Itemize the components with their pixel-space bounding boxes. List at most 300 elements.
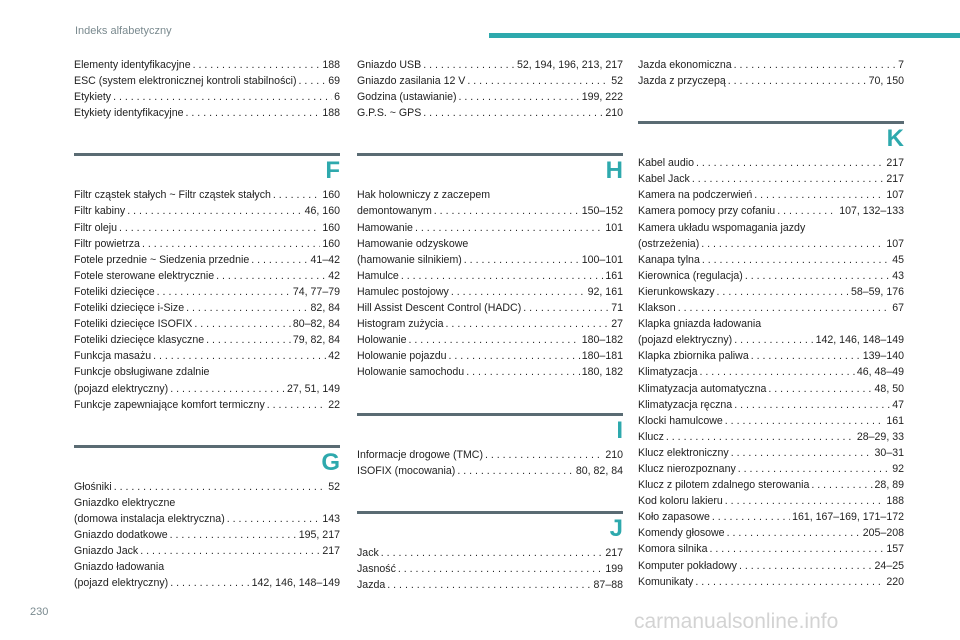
section-header xyxy=(357,143,623,185)
entry-term: Komendy głosowe xyxy=(638,527,725,540)
index-entry xyxy=(74,284,340,300)
entry-pages: 188 xyxy=(886,495,904,508)
index-entry xyxy=(638,284,904,300)
entry-pages: 71 xyxy=(611,302,623,315)
dot-leader xyxy=(523,300,609,316)
entry-term: Jazda z przyczepą xyxy=(638,75,726,88)
dot-leader xyxy=(251,252,308,268)
dot-leader xyxy=(725,413,885,429)
entry-pages: 142, 146, 148–149 xyxy=(815,334,904,347)
index-entry xyxy=(357,284,623,300)
dot-leader xyxy=(467,73,609,89)
dot-leader xyxy=(811,477,872,493)
entry-term: Filtr oleju xyxy=(74,221,117,234)
dot-leader xyxy=(119,220,320,236)
entry-term: Foteliki dziecięce i-Size xyxy=(74,302,185,315)
entry-pages: 188 xyxy=(322,59,340,71)
dot-leader xyxy=(387,577,591,593)
dot-leader xyxy=(170,527,297,543)
entry-term: Filtr kabiny xyxy=(74,205,126,218)
dot-leader xyxy=(738,461,890,477)
index-entry xyxy=(74,397,340,413)
dot-leader xyxy=(170,575,249,591)
index-entry xyxy=(357,332,623,348)
entry-term: Koło zapasowe xyxy=(638,511,710,524)
index-entry xyxy=(638,364,904,380)
entry-term: (domowa instalacja elektryczna) xyxy=(74,512,225,525)
index-entry xyxy=(357,73,623,89)
entry-term: Klapka gniazda ładowania xyxy=(638,318,762,331)
entry-term: Klakson xyxy=(638,302,676,315)
entry-pages: 74, 77–79 xyxy=(292,285,340,298)
dot-leader xyxy=(701,236,884,252)
watermark: carmanualsonline.info xyxy=(634,610,839,633)
entry-pages: 217 xyxy=(886,157,904,170)
entry-pages: 79, 82, 84 xyxy=(292,334,340,347)
index-entry xyxy=(638,493,904,509)
dot-leader xyxy=(696,155,884,171)
index-entry xyxy=(638,558,904,574)
dot-leader xyxy=(745,268,890,284)
entry-pages: 161, 167–169, 171–172 xyxy=(792,511,904,524)
section-letter: I xyxy=(616,416,623,444)
entry-term: Hamulec postojowy xyxy=(357,285,449,298)
entry-term: Klimatyzacja ręczna xyxy=(638,398,733,411)
dot-leader xyxy=(692,171,884,187)
dot-leader xyxy=(423,105,603,121)
dot-leader xyxy=(401,268,604,284)
dot-leader xyxy=(127,203,302,219)
index-entry xyxy=(357,316,623,332)
page-header-title: Indeks alfabetyczny xyxy=(75,25,172,37)
entry-term: Funkcje obsługiwane zdalnie xyxy=(74,366,210,379)
entry-pages: 139–140 xyxy=(862,350,904,363)
index-section xyxy=(74,143,340,412)
section-letter: K xyxy=(886,125,904,153)
dot-leader xyxy=(273,187,320,203)
entry-pages: 80–82, 84 xyxy=(292,318,340,331)
entry-term: Klucz nierozpoznany xyxy=(638,462,736,475)
dot-leader xyxy=(227,511,321,527)
entry-pages: 199, 222 xyxy=(581,91,623,104)
index-entry xyxy=(357,220,623,236)
entry-term: Kamera pomocy przy cofaniu xyxy=(638,205,776,218)
index-entry xyxy=(357,187,623,203)
section-divider xyxy=(638,121,904,124)
dot-leader xyxy=(699,364,854,380)
entry-term: Gniazdo dodatkowe xyxy=(74,528,168,541)
entry-term: (ostrzeżenia) xyxy=(638,237,700,250)
header-accent-bar xyxy=(489,33,960,38)
entry-pages: 180–181 xyxy=(581,350,623,363)
section-divider xyxy=(357,511,623,514)
index-section xyxy=(638,57,904,89)
entry-term: (pojazd elektryczny) xyxy=(74,577,169,590)
dot-leader xyxy=(459,89,580,105)
index-entry xyxy=(638,73,904,89)
index-entry xyxy=(74,332,340,348)
index-entry xyxy=(74,203,340,219)
dot-leader xyxy=(731,445,873,461)
entry-pages: 69 xyxy=(328,75,340,88)
entry-term: Komputer pokładowy xyxy=(638,559,737,572)
entry-term: Kamera na podczerwień xyxy=(638,189,753,202)
entry-term: Klimatyzacja automatyczna xyxy=(638,382,767,395)
entry-pages: 52 xyxy=(328,480,340,493)
entry-pages: 52 xyxy=(611,75,623,88)
index-entry xyxy=(638,574,904,590)
index-entry xyxy=(638,397,904,413)
entry-pages: 6 xyxy=(334,91,340,104)
entry-term: Etykiety xyxy=(74,91,112,104)
dot-leader xyxy=(728,73,867,89)
entry-term: Kierunkowskazy xyxy=(638,285,715,298)
dot-leader xyxy=(739,558,873,574)
index-section xyxy=(357,501,623,593)
entry-pages: 87–88 xyxy=(593,578,623,591)
entry-term: Kierownica (regulacja) xyxy=(638,269,743,282)
entry-term: Kod koloru lakieru xyxy=(638,495,723,508)
dot-leader xyxy=(702,252,890,268)
entry-term: Funkcje zapewniające komfort termiczny xyxy=(74,398,265,411)
index-entry xyxy=(638,252,904,268)
page-number: 230 xyxy=(30,606,49,618)
index-entry xyxy=(638,445,904,461)
index-entry xyxy=(638,332,904,348)
index-entry xyxy=(74,73,340,89)
section-header xyxy=(74,435,340,476)
entry-term: ESC (system elektronicznej kontroli stabilności) xyxy=(74,75,297,88)
index-entry xyxy=(357,252,623,268)
entry-term: Klapka zbiornika paliwa xyxy=(638,350,749,363)
index-entry xyxy=(357,577,623,593)
dot-leader xyxy=(712,509,790,525)
entry-term: Etykiety identyfikacyjne xyxy=(74,107,184,120)
index-entry xyxy=(638,525,904,541)
section-divider xyxy=(74,153,340,156)
entry-pages: 217 xyxy=(886,173,904,186)
entry-term: ISOFIX (mocowania) xyxy=(357,464,456,477)
dot-leader xyxy=(695,574,884,590)
entry-term: Hak holowniczy z zaczepem xyxy=(357,189,491,202)
index-entry xyxy=(74,57,340,73)
entry-pages: 101 xyxy=(605,221,623,234)
section-header xyxy=(638,111,904,153)
entry-term: Hill Assist Descent Control (HADC) xyxy=(357,302,522,315)
entry-term: Elementy identyfikacyjne xyxy=(74,59,191,71)
entry-pages: 42 xyxy=(328,350,340,363)
section-letter: F xyxy=(325,157,340,185)
index-entry xyxy=(357,463,623,479)
entry-pages: 157 xyxy=(886,543,904,556)
entry-pages: 210 xyxy=(605,107,623,120)
entry-pages: 195, 217 xyxy=(298,528,340,541)
dot-leader xyxy=(114,479,327,495)
index-entry xyxy=(357,300,623,316)
entry-pages: 28–29, 33 xyxy=(856,430,904,443)
index-section xyxy=(357,57,623,121)
entry-term: Fotele sterowane elektrycznie xyxy=(74,269,215,282)
dot-leader xyxy=(434,203,580,219)
entry-pages: 188 xyxy=(322,107,340,120)
index-entry xyxy=(74,348,340,364)
index-entry xyxy=(74,220,340,236)
entry-term: Gniazdo ładowania xyxy=(74,561,165,574)
section-divider xyxy=(357,413,623,416)
entry-term: Gniazdo USB xyxy=(357,59,422,71)
index-entry xyxy=(638,171,904,187)
dot-leader xyxy=(216,268,326,284)
entry-term: Fotele przednie ~ Siedzenia przednie xyxy=(74,253,250,266)
index-entry xyxy=(638,477,904,493)
entry-pages: 199 xyxy=(605,562,623,575)
entry-term: Jazda ekonomiczna xyxy=(638,59,732,71)
entry-term: Klucz xyxy=(638,430,664,443)
entry-term: Foteliki dziecięce xyxy=(74,285,155,298)
index-entry xyxy=(638,316,904,332)
index-entry xyxy=(357,89,623,105)
index-entry xyxy=(74,479,340,495)
entry-pages: 58–59, 176 xyxy=(850,285,904,298)
entry-term: Kamera układu wspomagania jazdy xyxy=(638,221,806,234)
index-entry xyxy=(74,511,340,527)
index-entry xyxy=(357,236,623,252)
entry-term: Hamulce xyxy=(357,269,399,282)
entry-pages: 180, 182 xyxy=(581,366,623,379)
entry-term: Foteliki dziecięce klasyczne xyxy=(74,334,205,347)
dot-leader xyxy=(415,220,603,236)
dot-leader xyxy=(170,381,285,397)
entry-term: Gniazdo zasilania 12 V xyxy=(357,75,466,88)
entry-pages: 45 xyxy=(892,253,904,266)
dot-leader xyxy=(381,545,604,561)
index-entry xyxy=(638,187,904,203)
entry-term: Gniazdko elektryczne xyxy=(74,496,176,509)
index-entry xyxy=(74,187,340,203)
index-entry xyxy=(74,236,340,252)
index-entry xyxy=(357,268,623,284)
entry-term: (pojazd elektryczny) xyxy=(638,334,733,347)
section-letter: G xyxy=(321,448,340,476)
index-entry xyxy=(357,57,623,73)
entry-term: Filtr powietrza xyxy=(74,237,140,250)
dot-leader xyxy=(193,57,321,73)
dot-leader xyxy=(157,284,291,300)
dot-leader xyxy=(446,316,610,332)
dot-leader xyxy=(457,463,574,479)
index-entry xyxy=(74,316,340,332)
entry-pages: 27, 51, 149 xyxy=(286,382,340,395)
entry-term: Godzina (ustawianie) xyxy=(357,91,457,104)
dot-leader xyxy=(449,348,580,364)
entry-term: Klimatyzacja xyxy=(638,366,698,379)
index-column-3 xyxy=(638,57,904,612)
index-entry xyxy=(357,561,623,577)
entry-pages: 27 xyxy=(611,318,623,331)
entry-pages: 92, 161 xyxy=(587,285,623,298)
entry-term: (pojazd elektryczny) xyxy=(74,382,169,395)
entry-pages: 70, 150 xyxy=(868,75,904,88)
index-entry xyxy=(74,89,340,105)
entry-term: Funkcja masażu xyxy=(74,350,152,363)
dot-leader xyxy=(153,348,326,364)
entry-pages: 80, 82, 84 xyxy=(575,464,623,477)
index-entry xyxy=(357,545,623,561)
section-header xyxy=(357,501,623,542)
dot-leader xyxy=(206,332,291,348)
entry-term: Filtr cząstek stałych ~ Filtr cząstek stałych xyxy=(74,189,271,202)
entry-term: Hamowanie odzyskowe xyxy=(357,237,469,250)
dot-leader xyxy=(186,300,308,316)
index-entry xyxy=(638,268,904,284)
entry-pages: 150–152 xyxy=(581,205,623,218)
entry-pages: 52, 194, 196, 213, 217 xyxy=(516,59,623,71)
dot-leader xyxy=(734,397,890,413)
entry-pages: 160 xyxy=(322,189,340,202)
entry-pages: 24–25 xyxy=(874,559,904,572)
index-section xyxy=(74,435,340,592)
section-divider xyxy=(74,445,340,448)
index-entry xyxy=(638,155,904,171)
entry-pages: 161 xyxy=(886,414,904,427)
dot-leader xyxy=(186,105,321,121)
entry-term: Klucz z pilotem zdalnego sterowania xyxy=(638,479,810,492)
entry-term: Histogram zużycia xyxy=(357,318,444,331)
index-entry xyxy=(357,203,623,219)
entry-pages: 142, 146, 148–149 xyxy=(251,577,340,590)
entry-term: Holowanie pojazdu xyxy=(357,350,447,363)
entry-pages: 30–31 xyxy=(874,446,904,459)
entry-pages: 180–182 xyxy=(581,334,623,347)
index-entry xyxy=(74,268,340,284)
index-entry xyxy=(74,364,340,380)
index-section xyxy=(357,403,623,479)
index-entry xyxy=(74,381,340,397)
entry-pages: 43 xyxy=(892,269,904,282)
entry-pages: 7 xyxy=(898,59,904,71)
index-column-2 xyxy=(357,57,623,615)
dot-leader xyxy=(678,300,891,316)
entry-pages: 160 xyxy=(322,237,340,250)
index-entry xyxy=(638,348,904,364)
entry-pages: 217 xyxy=(322,545,340,558)
index-entry xyxy=(357,447,623,463)
index-section xyxy=(74,57,340,121)
index-entry xyxy=(638,429,904,445)
entry-term: Jazda xyxy=(357,578,386,591)
index-entry xyxy=(638,220,904,236)
entry-pages: 28, 89 xyxy=(874,479,904,492)
entry-term: Informacje drogowe (TMC) xyxy=(357,448,483,461)
entry-pages: 161 xyxy=(605,269,623,282)
entry-term: Kabel audio xyxy=(638,157,694,170)
index-column-1 xyxy=(74,57,340,613)
index-entry xyxy=(638,236,904,252)
dot-leader xyxy=(754,187,884,203)
entry-pages: 48, 50 xyxy=(874,382,904,395)
index-entry xyxy=(638,413,904,429)
index-entry xyxy=(638,300,904,316)
index-entry xyxy=(357,348,623,364)
dot-leader xyxy=(140,543,320,559)
section-header xyxy=(74,143,340,185)
entry-term: Kanapa tylna xyxy=(638,253,700,266)
index-entry xyxy=(638,509,904,525)
index-entry xyxy=(357,364,623,380)
dot-leader xyxy=(113,89,332,105)
entry-term: Jasność xyxy=(357,562,396,575)
entry-pages: 210 xyxy=(605,448,623,461)
dot-leader xyxy=(777,203,837,219)
dot-leader xyxy=(666,429,855,445)
entry-pages: 46, 48–49 xyxy=(856,366,904,379)
entry-pages: 82, 84 xyxy=(310,302,340,315)
index-entry xyxy=(74,559,340,575)
entry-pages: 67 xyxy=(892,302,904,315)
entry-term: Głośniki xyxy=(74,480,112,493)
index-entry xyxy=(638,541,904,557)
section-divider xyxy=(357,153,623,156)
dot-leader xyxy=(423,57,515,73)
entry-pages: 47 xyxy=(892,398,904,411)
entry-term: Foteliki dziecięce ISOFIX xyxy=(74,318,193,331)
entry-term: Kabel Jack xyxy=(638,173,690,186)
index-entry xyxy=(638,57,904,73)
entry-term: Komunikaty xyxy=(638,575,694,588)
dot-leader xyxy=(451,284,586,300)
dot-leader xyxy=(299,73,327,89)
index-entry xyxy=(74,300,340,316)
dot-leader xyxy=(267,397,326,413)
entry-term: Klocki hamulcowe xyxy=(638,414,723,427)
entry-term: G.P.S. ~ GPS xyxy=(357,107,422,120)
dot-leader xyxy=(727,525,861,541)
index-section xyxy=(357,143,623,380)
entry-pages: 42 xyxy=(328,269,340,282)
index-entry xyxy=(74,495,340,511)
index-entry xyxy=(638,461,904,477)
section-letter: H xyxy=(605,157,623,185)
index-entry xyxy=(638,203,904,219)
entry-term: Komora silnika xyxy=(638,543,708,556)
dot-leader xyxy=(768,381,872,397)
dot-leader xyxy=(751,348,861,364)
dot-leader xyxy=(734,332,813,348)
index-entry xyxy=(74,543,340,559)
entry-term: Jack xyxy=(357,546,379,559)
entry-pages: 217 xyxy=(605,546,623,559)
dot-leader xyxy=(717,284,849,300)
entry-pages: 160 xyxy=(322,221,340,234)
index-entry xyxy=(74,252,340,268)
dot-leader xyxy=(464,252,580,268)
entry-pages: 41–42 xyxy=(310,253,340,266)
entry-term: Holowanie xyxy=(357,334,407,347)
entry-term: Holowanie samochodu xyxy=(357,366,465,379)
entry-pages: 22 xyxy=(328,398,340,411)
section-letter: J xyxy=(609,514,623,542)
index-entry xyxy=(74,105,340,121)
entry-term: Hamowanie xyxy=(357,221,413,234)
dot-leader xyxy=(398,561,603,577)
section-header xyxy=(357,403,623,444)
dot-leader xyxy=(408,332,579,348)
entry-pages: 107 xyxy=(886,189,904,202)
entry-pages: 100–101 xyxy=(581,253,623,266)
dot-leader xyxy=(725,493,885,509)
index-section xyxy=(638,111,904,590)
index-entry xyxy=(357,105,623,121)
